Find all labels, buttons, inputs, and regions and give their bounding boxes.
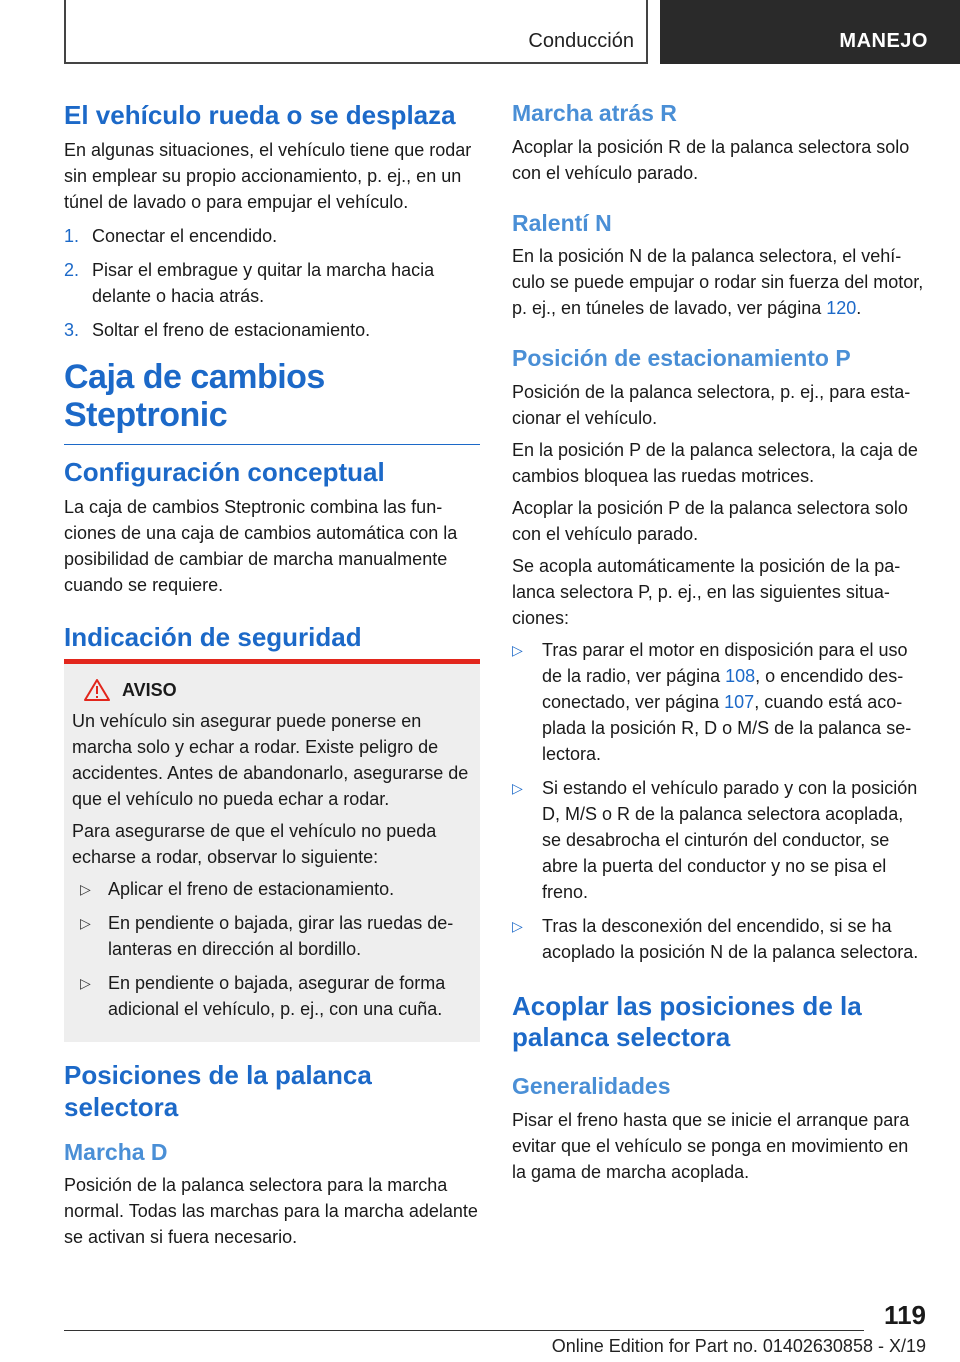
concept-heading: Configuración conceptual: [64, 456, 385, 487]
neutral-heading: Ralentí N: [512, 209, 612, 236]
list-item: ▷ En pendiente o bajada, asegurar de forma adicional el vehículo, p. ej., con una cuña.: [72, 970, 472, 1022]
step-item: [64, 223, 480, 249]
safety-heading: Indicación de seguridad: [64, 622, 362, 653]
rolling-heading: El vehículo rueda o se desplaza: [64, 100, 456, 130]
warning-box: [64, 659, 480, 1042]
page-link[interactable]: 107: [724, 691, 755, 712]
park-text-1: Posición de la palanca selectora, p. ej., para estacionar el vehículo.: [512, 381, 911, 428]
step-item: [64, 317, 480, 343]
page-number: 119: [884, 1300, 926, 1330]
reverse-text: Acoplar la posición R de la palanca selectora solo con el vehículo parado.: [512, 136, 910, 183]
edition-footer: Online Edition for Part no. 01402630858 - X/19: [551, 1336, 926, 1356]
warning-title: AVISO: [122, 679, 177, 700]
page-link[interactable]: 108: [725, 665, 756, 686]
triangle-bullet-icon: ▷: [512, 917, 523, 934]
triangle-bullet-icon: ▷: [80, 975, 91, 992]
rolling-steps: [64, 223, 480, 343]
warning-title-row: [84, 678, 472, 702]
list-item: ▷ Si estando el vehículo parado y con la posición D, M/S o R de la palanca selectora acoplada, se desabrocha el cinturón del conductor, se abre la puerta del conductor y no se pisa el freno.: [512, 775, 926, 905]
left-column: [64, 100, 480, 1256]
warning-text-2: Para asegurarse de que el vehículo no pueda echarse a rodar, observar lo siguiente:: [72, 821, 437, 868]
warning-triangle-icon: [84, 678, 110, 702]
concept-text: La caja de cambios Steptronic combina las funciones de una caja de cambios automática con la posibilidad de cambiar de marcha manualmente cuando se requiere.: [64, 497, 458, 596]
neutral-text: En la posición N de la palanca selectora, el vehículo se puede empujar o rodar sin fuerza del motor, p. ej., en túneles de lavado, ver página 120.: [512, 246, 924, 319]
rolling-text: En algunas situaciones, el vehículo tiene que rodar sin emplear su propio accionamiento, p. ej., en un túnel de lavado o para empujar el vehículo.: [64, 140, 472, 213]
list-item: ▷ Tras parar el motor en disposición para el uso de la radio, ver página 108, o encendido desconectado, ver página 107, cuando está acoplada la posición R, D o M/S de la palanca selectora.: [512, 637, 926, 767]
list-item: ▷ Tras la desconexión del encendido, si se ha acoplado la posición N de la palanca selectora.: [512, 913, 926, 965]
triangle-bullet-icon: ▷: [512, 641, 523, 658]
drive-heading: Marcha D: [64, 1138, 168, 1165]
footer-divider: [64, 1330, 864, 1331]
step-number: 3.: [64, 320, 80, 341]
header-chapter-title: MANEJO: [839, 30, 928, 52]
warning-bullets: [72, 876, 472, 1022]
park-heading: Posición de estacionamiento P: [512, 345, 851, 372]
list-item: ▷ Aplicar el freno de estacionamiento.: [72, 876, 472, 902]
step-text: Pisar el embrague y quitar la marcha hacia delante o hacia atrás.: [92, 260, 435, 307]
general-heading: Generalidades: [512, 1073, 671, 1100]
page-link[interactable]: 120: [826, 298, 857, 319]
right-column: [512, 100, 926, 1191]
park-text-3: Acoplar la posición P de la palanca selectora solo con el vehículo parado.: [512, 497, 908, 544]
header-section-title: Conducción: [528, 30, 634, 52]
step-text: Soltar el freno de estacionamiento.: [92, 320, 371, 341]
engage-heading: Acoplar las posiciones de la palanca selectora: [512, 990, 862, 1052]
park-text-4: Se acopla automáticamente la posición de la palanca selectora P, p. ej., en las siguientes situaciones:: [512, 555, 901, 628]
park-bullets: [512, 637, 926, 965]
step-text: Conectar el encendido.: [92, 226, 278, 247]
step-number: 2.: [64, 260, 80, 281]
triangle-bullet-icon: ▷: [80, 915, 91, 932]
park-text-2: En la posición P de la palanca selectora, la caja de cambios bloquea las ruedas motrices.: [512, 439, 918, 486]
step-number: 1.: [64, 226, 80, 247]
list-item: ▷ En pendiente o bajada, girar las ruedas delanteras en dirección al bordillo.: [72, 910, 472, 962]
general-text: Pisar el freno hasta que se inicie el arranque para evitar que el vehículo se ponga en movimiento en la gama de marcha acoplada.: [512, 1109, 910, 1182]
header-chapter-box: [660, 0, 960, 64]
triangle-bullet-icon: ▷: [512, 779, 523, 796]
positions-heading: Posiciones de la palanca selectora: [64, 1060, 372, 1122]
reverse-heading: Marcha atrás R: [512, 100, 677, 126]
drive-text: Posición de la palanca selectora para la marcha normal. Todas las marchas para la marcha adelante se activan si fuera necesario.: [64, 1175, 478, 1248]
chapter-heading: Caja de cambios Steptronic: [64, 359, 480, 445]
header-section-box: [64, 0, 648, 64]
triangle-bullet-icon: ▷: [80, 881, 91, 898]
step-item: [64, 257, 480, 309]
warning-text-1: Un vehículo sin asegurar puede ponerse en marcha solo y echar a rodar. Existe peligro de accidentes. Antes de abandonarlo, asegurarse de que el vehículo no pueda echar a rodar.: [72, 711, 469, 810]
